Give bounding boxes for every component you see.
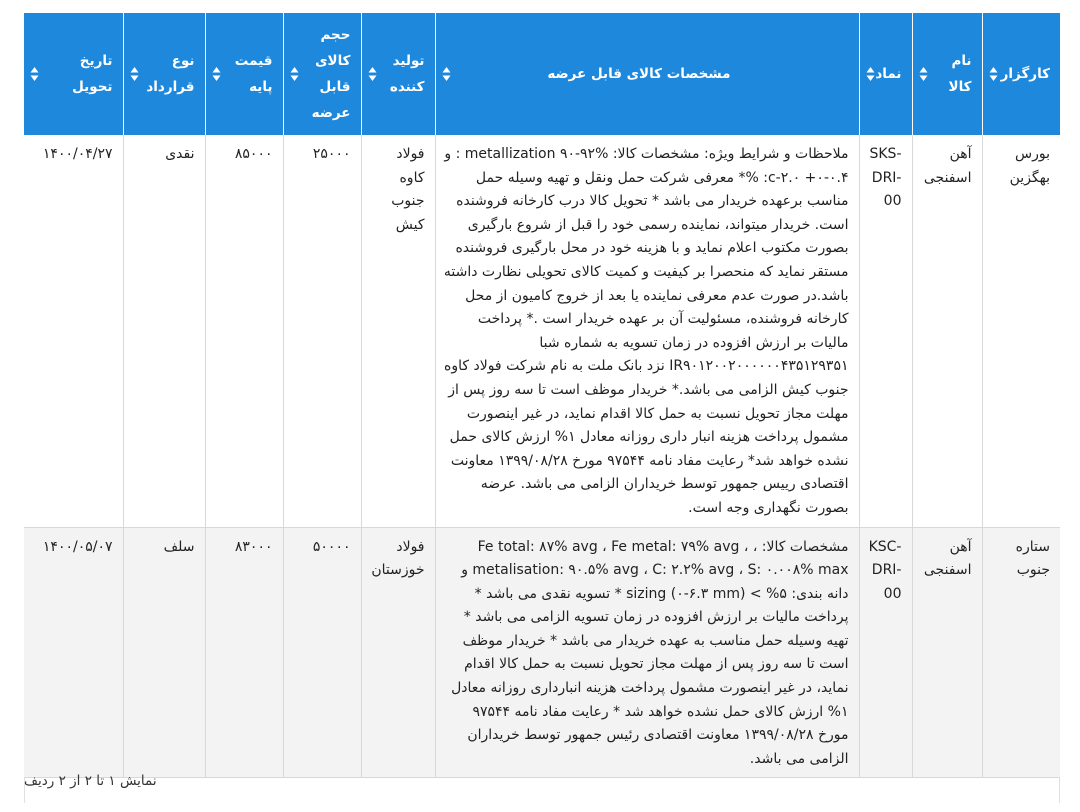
- col-header-producer[interactable]: [361, 13, 435, 135]
- cell-producer: فولاد کاوه جنوب کیش: [361, 135, 435, 527]
- sort-up-down-icon[interactable]: [919, 66, 928, 82]
- col-header-symbol[interactable]: [859, 13, 912, 135]
- table-row: [24, 135, 1060, 527]
- cell-symbol: SKS-DRI-00: [859, 135, 912, 527]
- cell-broker: بورس بهگزین: [982, 135, 1060, 527]
- col-header-base-price[interactable]: [205, 13, 283, 135]
- col-header-commodity-label: نام کالا: [948, 53, 972, 95]
- cell-base-price: ۸۵۰۰۰: [205, 135, 283, 527]
- cell-specs: ملاحظات و شرایط ویژه: مشخصات کالا: metallization ۹۰-۹۲% : و ۰.۴-۰+ ۲.۰-c: %* معرفی شرکت حمل ونقل و تهیه وسیله حمل مناسب برعهده خریدار می باشد * تحویل کالا درب کارخانه فروشنده است. خریدار میتواند، نماینده رسمی خود را قبل از شروع بارگیری بصورت مکتوب اعلام نماید و با هزینه خود در محل بارگیری فروشنده مستقر نماید که منحصرا بر کیفیت و کمیت کالای تحویلی نظارت داشته باشد.در صورت عدم معرفی نماینده یا بعد از خروج کامیون از محل کارخانه فروشنده، مسئولیت آن بر عهده خریدار است .* پرداخت مالیات بر ارزش افزوده در زمان تسویه به شماره شبا IR۹۰۱۲۰۰۲۰۰۰۰۰۰۴۳۵۱۲۹۳۵۱ نزد بانک ملت به نام شرکت فولاد کاوه جنوب کیش الزامی می باشد.* خریدار موظف است تا سه روز پس از مهلت مجاز تحویل نسبت به حمل کالا اقدام نماید، در غیر اینصورت مشمول پرداخت هزینه انبار داری روزانه معادل ۱% ارزش کالای حمل نشده خواهد شد* رعایت مفاد نامه ۹۷۵۴۴ مورخ ۱۳۹۹/۰۸/۲۸ معاونت اقتصادی رییس جمهور توسط خریداران الزامی می باشد. عرضه بصورت نگهداری وجه است.: [435, 135, 859, 527]
- table-row: [24, 527, 1060, 778]
- col-header-contract-type[interactable]: [123, 13, 205, 135]
- sort-up-down-icon[interactable]: [866, 66, 875, 82]
- col-header-volume[interactable]: [283, 13, 361, 135]
- cell-volume: ۲۵۰۰۰: [283, 135, 361, 527]
- cell-base-price: ۸۳۰۰۰: [205, 527, 283, 778]
- sort-up-down-icon[interactable]: [989, 66, 998, 82]
- col-header-base-price-label: قیمت پایه: [234, 53, 273, 95]
- offerings-table: [24, 13, 1060, 778]
- cell-contract-type: سلف: [123, 527, 205, 778]
- sort-up-down-icon[interactable]: [442, 66, 451, 82]
- sort-up-down-icon[interactable]: [368, 66, 377, 82]
- cell-contract-type: نقدی: [123, 135, 205, 527]
- col-header-contract-type-label: نوع قرارداد: [146, 53, 195, 95]
- col-header-symbol-label: نماد: [875, 66, 902, 82]
- col-header-commodity[interactable]: [912, 13, 982, 135]
- cell-delivery-date: ۱۴۰۰/۰۵/۰۷: [24, 527, 123, 778]
- table-info-text: نمایش ۱ تا ۲ از ۲ ردیف: [24, 773, 157, 789]
- cell-producer: فولاد خوزستان: [361, 527, 435, 778]
- sort-up-down-icon[interactable]: [290, 66, 299, 82]
- col-header-broker-label: کارگزار: [1000, 66, 1050, 82]
- cell-commodity: آهن اسفنجی: [912, 135, 982, 527]
- col-header-delivery-date-label: تاریخ تحویل: [72, 53, 113, 95]
- cell-delivery-date: ۱۴۰۰/۰۴/۲۷: [24, 135, 123, 527]
- cell-symbol: KSC-DRI-00: [859, 527, 912, 778]
- col-header-producer-label: تولید کننده: [389, 53, 425, 95]
- cell-broker: ستاره جنوب: [982, 527, 1060, 778]
- cell-volume: ۵۰۰۰۰: [283, 527, 361, 778]
- sort-up-down-icon[interactable]: [30, 66, 39, 82]
- col-header-broker[interactable]: [982, 13, 1060, 135]
- col-header-delivery-date[interactable]: [24, 13, 123, 135]
- cell-specs: مشخصات کالا: ، Fe total: ۸۷% avg ، Fe metal: ۷۹% avg ، metalisation: ۹۰.۵% avg ، C: ۲.۲% avg ، S: ۰.۰۰۸% max و دانه بندی: ۵% > (sizing (۰-۶.۳ mm * تسویه نقدی می باشد * پرداخت مالیات بر ارزش افزوده در زمان تسویه الزامی می باشد * تهیه وسیله حمل مناسب به عهده خریدار می باشد * خریدار موظف است تا سه روز پس از مهلت مجاز تحویل نسبت به حمل کالا اقدام نماید، در غیر اینصورت مشمول پرداخت هزینه انبارداری روزانه معادل ۱% ارزش کالای حمل نشده خواهد شد * رعایت مفاد نامه ۹۷۵۴۴ مورخ ۱۳۹۹/۰۸/۲۸ معاونت اقتصادی رئیس جمهور توسط خریداران الزامی می باشد.: [435, 527, 859, 778]
- col-header-specs-label: مشخصات کالای قابل عرضه: [547, 66, 731, 82]
- sort-up-down-icon[interactable]: [212, 66, 221, 82]
- sort-up-down-icon[interactable]: [130, 66, 139, 82]
- header-row: [24, 13, 1060, 135]
- cell-commodity: آهن اسفنجی: [912, 527, 982, 778]
- col-header-volume-label: حجم کالای قابل عرضه: [311, 27, 351, 121]
- col-header-specs[interactable]: [435, 13, 859, 135]
